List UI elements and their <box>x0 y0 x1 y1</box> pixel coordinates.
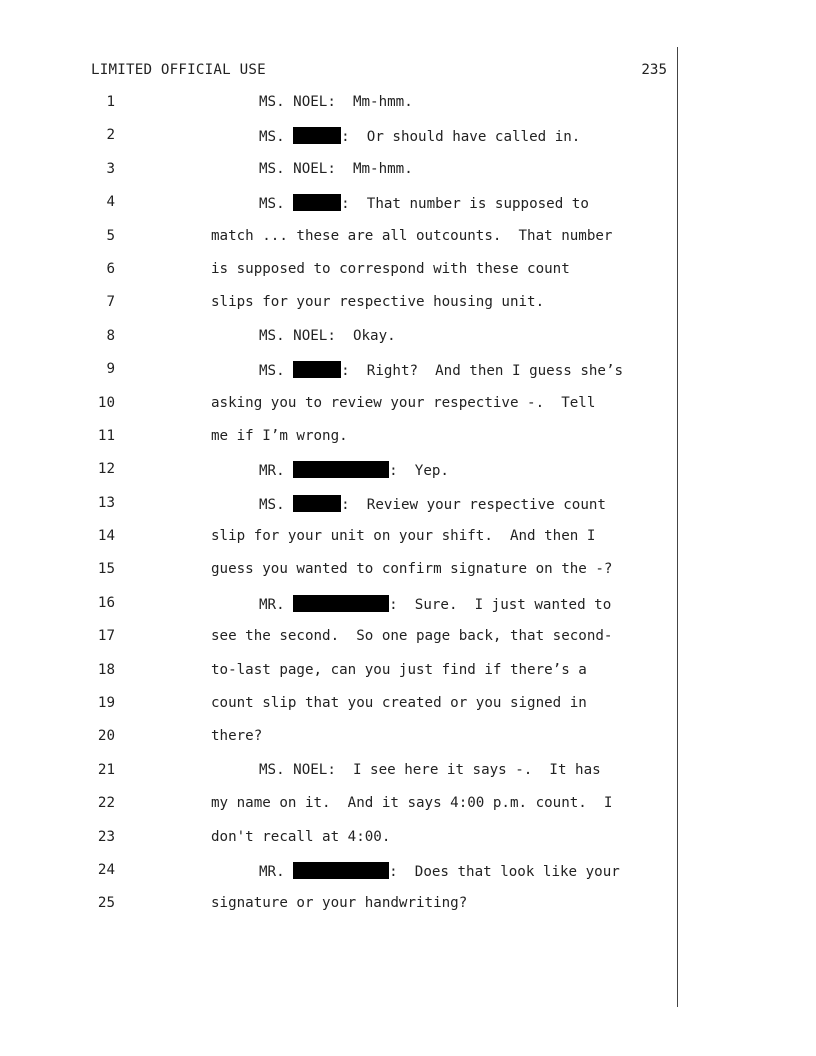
line-number: 18 <box>97 661 115 678</box>
line-text-segment: MS. <box>259 496 294 513</box>
line-text <box>259 762 601 778</box>
line-number: 15 <box>97 561 115 578</box>
line-text-segment: don't recall at 4:00. <box>211 828 391 845</box>
line-text-segment: : Or should have called in. <box>341 129 581 146</box>
line-text-segment: asking you to review your respective -. Tell <box>211 394 596 411</box>
transcript-line <box>0 228 816 261</box>
transcript-line <box>0 728 816 761</box>
transcript-line <box>0 94 816 127</box>
line-text <box>259 862 620 880</box>
line-text-segment: signature or your handwriting? <box>211 895 468 912</box>
line-text <box>211 662 587 678</box>
transcript-line <box>0 862 816 895</box>
line-text-segment: to-last page, can you just find if there’s a <box>211 661 587 678</box>
transcript-line <box>0 161 816 194</box>
transcript-line <box>0 695 816 728</box>
line-text-segment: MR. <box>259 863 294 880</box>
transcript-line <box>0 395 816 428</box>
transcript-line <box>0 628 816 661</box>
line-number: 17 <box>97 628 115 645</box>
line-text <box>259 161 413 177</box>
line-text <box>211 628 612 644</box>
transcript-body <box>0 94 816 929</box>
line-text-segment: : Review your respective count <box>341 496 606 513</box>
line-text-segment: MS. <box>259 129 294 146</box>
redaction-box <box>293 595 389 612</box>
line-text-segment: MS. <box>259 196 294 213</box>
line-number: 24 <box>97 861 115 878</box>
transcript-line <box>0 127 816 160</box>
redaction-box <box>293 495 341 512</box>
line-text <box>211 395 595 411</box>
line-number: 16 <box>97 594 115 611</box>
line-text-segment: : Sure. I just wanted to <box>389 596 612 613</box>
transcript-line <box>0 895 816 928</box>
transcript-line <box>0 829 816 862</box>
line-text <box>211 895 467 911</box>
line-text-segment: MS. NOEL: Okay. <box>259 327 396 344</box>
line-number: 10 <box>97 394 115 411</box>
line-text-segment: slip for your unit on your shift. And then I <box>211 528 596 545</box>
line-text-segment: : That number is supposed to <box>341 196 589 213</box>
redaction-box <box>293 127 341 144</box>
transcript-line <box>0 194 816 227</box>
line-text-segment: match ... these are all outcounts. That number <box>211 227 613 244</box>
transcript-line <box>0 428 816 461</box>
line-number: 2 <box>106 127 115 144</box>
line-number: 1 <box>106 94 115 110</box>
line-text <box>211 528 595 544</box>
redaction-box <box>293 361 341 378</box>
line-number: 22 <box>97 795 115 812</box>
transcript-line <box>0 662 816 695</box>
line-text-segment: MS. NOEL: I see here it says -. It has <box>259 761 601 778</box>
line-number: 23 <box>97 828 115 845</box>
line-number: 5 <box>106 227 115 244</box>
line-text <box>211 294 544 310</box>
line-number: 8 <box>106 327 115 344</box>
line-text <box>259 595 611 613</box>
page-number: 235 <box>641 62 667 78</box>
line-number: 25 <box>97 895 115 912</box>
line-text <box>211 829 390 845</box>
line-number: 9 <box>106 361 115 378</box>
line-text-segment: MR. <box>259 596 294 613</box>
line-text <box>259 328 396 344</box>
line-text-segment: there? <box>211 728 263 745</box>
redaction-box <box>293 194 341 211</box>
line-number: 3 <box>106 160 115 177</box>
transcript-line <box>0 261 816 294</box>
line-text-segment: MS. NOEL: Mm-hmm. <box>259 160 413 177</box>
line-text <box>211 695 587 711</box>
line-text-segment: slips for your respective housing unit. <box>211 294 545 311</box>
line-text <box>211 261 570 277</box>
line-text-segment: : Yep. <box>389 463 449 480</box>
line-number: 14 <box>97 528 115 545</box>
transcript-line <box>0 528 816 561</box>
line-text <box>259 461 449 479</box>
page-header <box>91 62 667 80</box>
line-number: 21 <box>97 761 115 778</box>
line-text <box>211 228 612 244</box>
transcript-line <box>0 561 816 594</box>
transcript-line <box>0 495 816 528</box>
line-text <box>259 361 623 379</box>
line-text-segment: see the second. So one page back, that second- <box>211 628 613 645</box>
line-text-segment: MS. NOEL: Mm-hmm. <box>259 94 413 110</box>
line-text-segment: count slip that you created or you signed in <box>211 695 587 712</box>
line-number: 19 <box>97 695 115 712</box>
transcript-line <box>0 461 816 494</box>
line-text-segment: is supposed to correspond with these count <box>211 260 570 277</box>
line-text-segment: me if I’m wrong. <box>211 427 348 444</box>
transcript-line <box>0 328 816 361</box>
line-number: 20 <box>97 728 115 745</box>
transcript-line <box>0 294 816 327</box>
line-text <box>259 495 606 513</box>
line-text-segment: my name on it. And it says 4:00 p.m. count. I <box>211 795 613 812</box>
line-number: 11 <box>97 427 115 444</box>
line-number: 6 <box>106 260 115 277</box>
line-text-segment: : Does that look like your <box>389 863 620 880</box>
classification-label: LIMITED OFFICIAL USE <box>91 62 266 78</box>
line-text <box>259 194 589 212</box>
line-text <box>211 795 612 811</box>
transcript-line <box>0 762 816 795</box>
redaction-box <box>293 461 389 478</box>
transcript-line <box>0 595 816 628</box>
line-number: 7 <box>106 294 115 311</box>
line-text <box>259 94 413 110</box>
line-text-segment: guess you wanted to confirm signature on the -? <box>211 561 613 578</box>
line-number: 13 <box>97 494 115 511</box>
line-text-segment: MR. <box>259 463 294 480</box>
line-text <box>211 561 612 577</box>
redaction-box <box>293 862 389 879</box>
line-text-segment: : Right? And then I guess she’s <box>341 363 624 380</box>
line-text <box>211 428 348 444</box>
line-text <box>259 127 580 145</box>
line-text <box>211 728 262 744</box>
line-number: 12 <box>97 461 115 478</box>
line-number: 4 <box>106 194 115 211</box>
transcript-line <box>0 795 816 828</box>
transcript-line <box>0 361 816 394</box>
line-text-segment: MS. <box>259 363 294 380</box>
